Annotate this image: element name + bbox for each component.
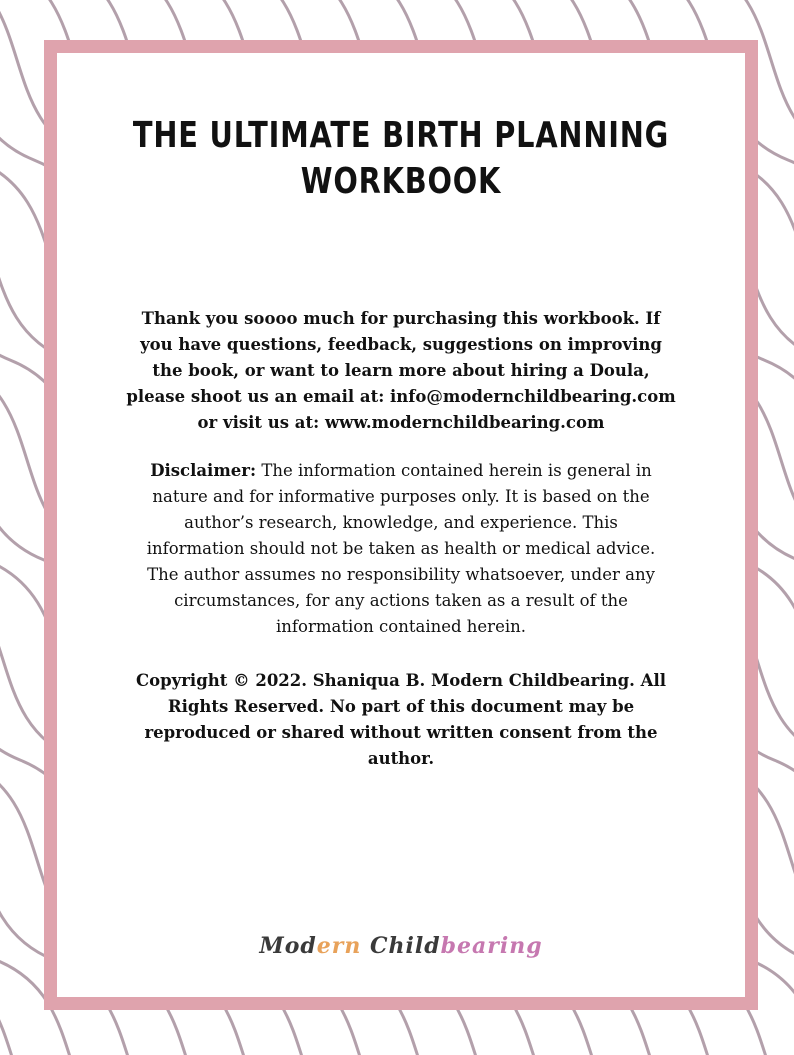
disclaimer-line: information should not be taken as health or medical advice. [146,539,656,558]
thanks-line: the book, or want to learn more about hiring a Doula, [152,361,650,380]
copyright-line: reproduced or shared without written consent from the [144,723,658,742]
copyright-line: Copyright © 2022. Shaniqua B. Modern Childbearing. All [135,671,667,690]
disclaimer-line: The author assumes no responsibility whatsoever, under any [147,565,655,584]
title-line-1: THE ULTIMATE BIRTH PLANNING [132,115,670,156]
disclaimer-line: author’s research, knowledge, and experience. This [184,513,618,532]
title-line-2: WORKBOOK [300,161,502,202]
logo-part: Mod [259,933,317,959]
thanks-email-line: please shoot us an email at: info@modernchildbearing.com [126,387,676,406]
copyright-paragraph [97,668,705,772]
disclaimer-paragraph [93,458,709,640]
thanks-website-line: or visit us at: www.modernchildbearing.com [197,413,605,432]
logo-part: Child [361,933,441,959]
disclaimer-label: Disclaimer: [150,461,257,480]
thank-you-paragraph [97,306,705,436]
thanks-line: you have questions, feedback, suggestions on improving [140,335,662,354]
disclaimer-line: information contained herein. [276,617,526,636]
disclaimer-line: nature and for informative purposes only. It is based on the [152,487,650,506]
logo-part: bearing [440,933,543,959]
thanks-line: Thank you soooo much for purchasing this workbook. If [141,309,661,328]
wave-line [754,0,794,1055]
logo-part: ern [316,933,362,959]
disclaimer-line: The information contained herein is general in [256,461,652,480]
copyright-line: author. [367,749,435,768]
copyright-line: Rights Reserved. No part of this document may be [167,697,635,716]
page-frame [44,40,758,1010]
disclaimer-line: circumstances, for any actions taken as a result of the [174,591,628,610]
page-title [126,113,676,205]
brand-logo [57,933,745,959]
